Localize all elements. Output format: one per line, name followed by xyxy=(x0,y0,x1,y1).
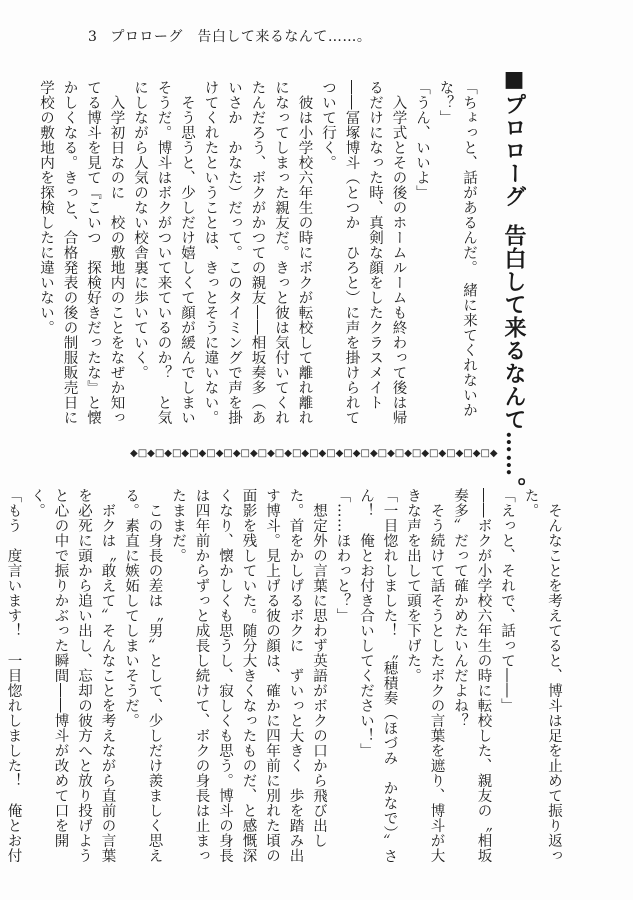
paragraph: 入学初日なのに 校の敷地内のことをなぜか知ってる博斗を見て『こいつ 探検好きだったな』と懐かしくなる。きっと、合格発表の後の制服販売日に学校の敷地内を探検したに違いない。 xyxy=(38,80,125,425)
paragraph: 想定外の言葉に思わず英語がボクの口から飛び出した。首をかしげるボクに ずいっと大きく 歩を踏み出す博斗。見上げる彼の顔は、確かに四年前に別れた頃の面影を残していた。随分大きくなったものだ、と感慨深くなり、懐かしくも思うし、寂しくも思う。博斗の身長は四年前からずっと成長し続けて、ボクの身長は止まったままだ。 xyxy=(170,488,327,863)
dialogue-line: 「うん、いいよ」 xyxy=(414,80,430,200)
paragraph: 彼は小学校六年生の時にボクが転校して離れ離れになってしまった親友だ。きっと彼は気付いてくれたんだろう、ボクがかつての親友――相坂奏多（あいさか かなた）だって。このタイミングで声を掛けてくれたということは、きっとそうに違いない。 xyxy=(202,80,313,425)
running-title: プロローグ 告白して来るなんて……。 xyxy=(110,29,372,45)
page-number: 3 xyxy=(88,29,98,45)
paragraph: この身長の差は〝男〟として、少しだけ羨ましく思える。素直に嫉妬してしまいそうだ。 xyxy=(123,488,163,863)
section-title-part1: プロローグ xyxy=(501,93,527,208)
lower-text-block xyxy=(5,488,565,873)
section-title-part2: 告白して来るなんて……。 xyxy=(501,224,527,500)
section-title xyxy=(500,66,528,500)
scene-divider: ◆□◆□◆□◆□◆□◆□◆□◆□◆□◆□◆□◆□◆□◆□◆□◆□◆□◆□◆□◆□◆□◆ xyxy=(130,448,498,459)
dialogue-line: 「一目惚れしました！ 〝穂積奏（ほづみ かなで）〟さん！ 俺とお付き合いしてください！」 xyxy=(358,488,398,864)
dialogue-line: 「ちょっと、話があるんだ。 緒に来てくれないかな？」 xyxy=(437,80,477,418)
paragraph: そう思うと、少しだけ嬉しくて顔が緩んでしまいそうだ。博斗はボクがついて来ているのか？ と気にしながら人気のない校舎裏に歩いていく。 xyxy=(132,80,195,425)
paragraph: そんなことを考えてると、博斗は足を止めて振り返った。 xyxy=(522,488,562,863)
running-header xyxy=(88,26,371,46)
dialogue-line: 「……ほわっと？」 xyxy=(334,488,351,623)
paragraph: そう続けて話そうとしたボクの言葉を遮り、博斗が大きな声を出して頭を下げた。 xyxy=(405,488,445,863)
upper-text-block xyxy=(38,80,480,430)
dialogue-line: 「もう 度言います！ 一目惚れしました！ 俺とお付 xyxy=(5,488,22,863)
paragraph: 入学式とその後のホームルームも終わって後は帰るだけになった時、真剣な顔をしたクラスメイト――冨塚博斗（とつか ひろと）に声を掛けられてついて行く。 xyxy=(320,80,407,425)
dialogue-line: 「えっと、それで、話って――」 xyxy=(499,488,515,713)
section-marker: ■ xyxy=(501,66,527,93)
paragraph: ――ボクが小学校六年生の時に転校した、親友の〝相坂奏多〟だって確かめたいんだよね？ xyxy=(452,488,492,863)
paragraph: ボクは〝敢えて〟そんなことを考えながら直前の言葉を必死に頭から追い出し、忘却の彼方へと放り投げようと心の中で振りかぶった瞬間――博斗が改めて口を開く。 xyxy=(29,488,116,863)
